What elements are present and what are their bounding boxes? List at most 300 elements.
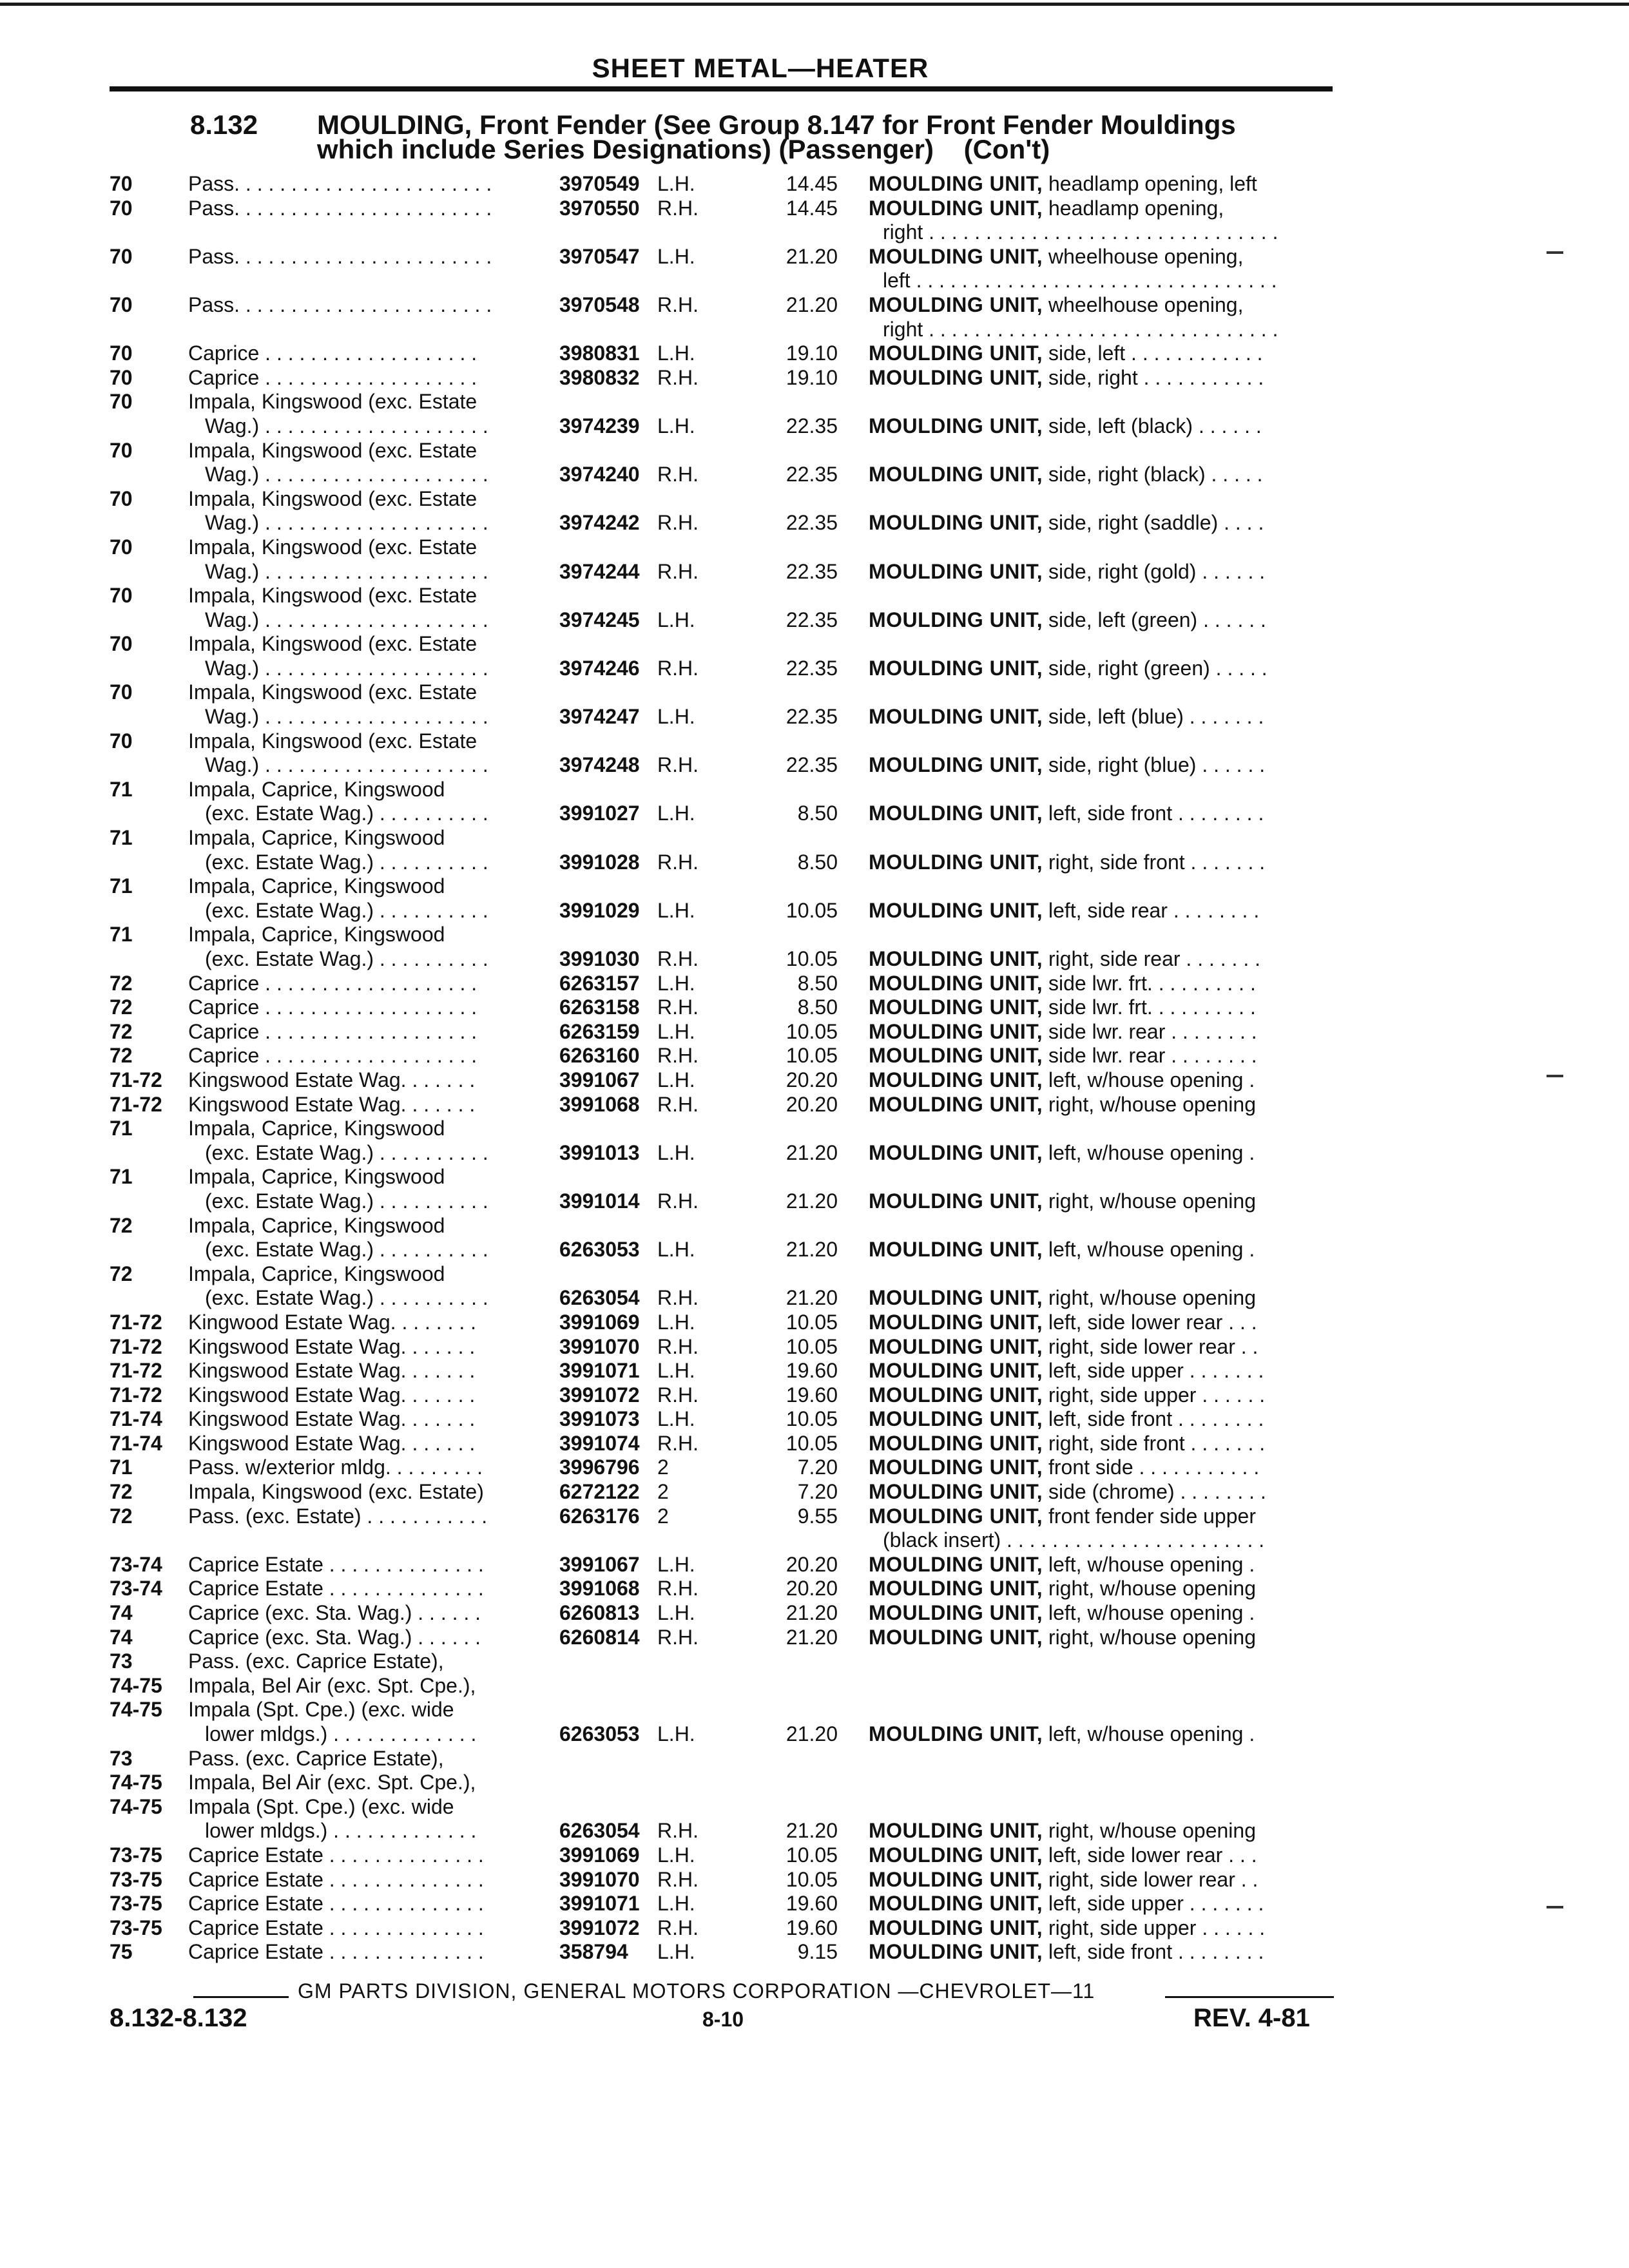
price-cell: 9.55 <box>797 1504 838 1528</box>
part-number-cell: 3991030 <box>559 947 640 970</box>
description-text: left, side lower rear . . . <box>1043 1843 1257 1867</box>
table-row <box>0 414 1629 439</box>
price-cell: 21.20 <box>786 293 838 316</box>
table-row <box>0 1940 1629 1965</box>
part-number-cell: 3970550 <box>559 196 640 220</box>
description-cell <box>869 802 1334 826</box>
year-cell: 71-74 <box>110 1407 162 1431</box>
price-cell: 7.20 <box>797 1480 838 1504</box>
description-cell <box>883 1528 1334 1553</box>
model-cell: Caprice (exc. Sta. Wag.) . . . . . . <box>188 1601 481 1625</box>
description-text: headlamp opening, <box>1043 196 1224 220</box>
year-cell: 74 <box>110 1601 133 1625</box>
table-row <box>0 318 1629 342</box>
table-row <box>0 1359 1629 1383</box>
side-cell: L.H. <box>657 244 695 268</box>
description-cell <box>869 657 1334 681</box>
description-part-name: MOULDING UNIT, <box>869 365 1043 389</box>
description-part-name: MOULDING UNIT, <box>869 898 1043 922</box>
price-cell: 10.05 <box>786 898 838 922</box>
description-cell <box>869 1577 1334 1601</box>
description-text: left, side upper . . . . . . . <box>1043 1359 1264 1383</box>
model-cell: Wag.) . . . . . . . . . . . . . . . . . . . . <box>205 608 488 631</box>
part-number-cell: 6263159 <box>559 1019 640 1043</box>
table-row <box>0 172 1629 197</box>
table-row <box>0 1456 1629 1480</box>
description-cell <box>869 197 1334 221</box>
description-cell <box>869 366 1334 390</box>
year-cell: 74-75 <box>110 1673 162 1697</box>
description-text: wheelhouse opening, <box>1043 244 1244 268</box>
table-row <box>0 535 1629 560</box>
part-number-cell: 3991029 <box>559 898 640 922</box>
price-cell: 22.35 <box>786 608 838 631</box>
part-number-cell: 3991072 <box>559 1383 640 1407</box>
description-part-name: MOULDING UNIT, <box>869 1892 1043 1916</box>
description-part-name: MOULDING UNIT, <box>869 1867 1043 1891</box>
description-part-name: MOULDING UNIT, <box>869 463 1043 486</box>
model-cell: Pass. . . . . . . . . . . . . . . . . . . . . . . <box>188 244 492 268</box>
description-part-name: MOULDING UNIT, <box>869 1359 1043 1383</box>
price-cell: 10.05 <box>786 1044 838 1068</box>
price-cell: 21.20 <box>786 1722 838 1745</box>
description-cell <box>869 1480 1334 1504</box>
price-cell: 9.15 <box>797 1940 838 1964</box>
table-row <box>0 245 1629 269</box>
description-text: right, side upper . . . . . . <box>1043 1383 1266 1407</box>
footer-page-number: 8-10 <box>702 2008 744 2031</box>
table-row <box>0 608 1629 633</box>
side-cell: R.H. <box>657 1577 699 1600</box>
part-number-cell: 3991068 <box>559 1577 640 1600</box>
year-cell: 70 <box>110 584 133 608</box>
model-cell: Wag.) . . . . . . . . . . . . . . . . . . . . <box>205 414 488 437</box>
description-part-name: MOULDING UNIT, <box>869 971 1043 995</box>
side-cell: L.H. <box>657 172 695 195</box>
table-row <box>0 850 1629 875</box>
description-text: front side . . . . . . . . . . . <box>1043 1456 1260 1479</box>
part-number-cell: 3970547 <box>559 244 640 268</box>
section-number: 8.132 <box>190 110 258 140</box>
model-cell: Caprice Estate . . . . . . . . . . . . . . <box>188 1916 484 1939</box>
description-cell <box>869 1553 1334 1577</box>
table-row <box>0 1722 1629 1747</box>
side-cell: L.H. <box>657 608 695 631</box>
model-cell: Caprice . . . . . . . . . . . . . . . . . . . <box>188 365 477 389</box>
part-number-cell: 6260813 <box>559 1601 640 1625</box>
description-cell <box>869 511 1334 535</box>
table-row <box>0 899 1629 923</box>
part-number-cell: 3980832 <box>559 365 640 389</box>
model-cell: Wag.) . . . . . . . . . . . . . . . . . . . . <box>205 463 488 486</box>
price-cell: 10.05 <box>786 1867 838 1891</box>
table-row <box>0 972 1629 996</box>
description-text: side, right . . . . . . . . . . . <box>1043 365 1264 389</box>
description-text: right, w/house opening <box>1043 1625 1256 1649</box>
top-border-line <box>0 3 1629 6</box>
model-cell: Pass. (exc. Caprice Estate), <box>188 1746 444 1770</box>
table-row <box>0 511 1629 535</box>
year-cell: 71 <box>110 923 133 947</box>
model-cell: Impala, Kingswood (exc. Estate <box>188 680 477 704</box>
model-cell: Impala, Kingswood (exc. Estate <box>188 729 477 753</box>
year-cell: 71 <box>110 1456 133 1479</box>
part-number-cell: 3974247 <box>559 705 640 729</box>
description-text: side, left (black) . . . . . . <box>1043 414 1262 437</box>
table-row <box>0 680 1629 705</box>
description-cell <box>869 1916 1334 1941</box>
table-row <box>0 1117 1629 1141</box>
description-text: (black insert) . . . . . . . . . . . . . . . . . . . . . . . <box>883 1528 1265 1552</box>
description-part-name: MOULDING UNIT, <box>869 1504 1043 1528</box>
description-part-name: MOULDING UNIT, <box>869 1140 1043 1164</box>
description-part-name: MOULDING UNIT, <box>869 1334 1043 1358</box>
price-cell: 19.60 <box>786 1892 838 1916</box>
side-cell: R.H. <box>657 1383 699 1407</box>
description-part-name: MOULDING UNIT, <box>869 1819 1043 1843</box>
price-cell: 20.20 <box>786 1577 838 1600</box>
part-number-cell: 3991074 <box>559 1431 640 1455</box>
side-cell: R.H. <box>657 196 699 220</box>
table-row <box>0 1238 1629 1262</box>
model-cell: Caprice (exc. Sta. Wag.) . . . . . . <box>188 1625 481 1649</box>
part-number-cell: 6263054 <box>559 1819 640 1843</box>
footer-corporation: GM PARTS DIVISION, GENERAL MOTORS CORPORATION —CHEVROLET—11 <box>298 1979 1095 2003</box>
table-row <box>0 1262 1629 1287</box>
price-cell: 19.60 <box>786 1383 838 1407</box>
year-cell: 73-75 <box>110 1892 162 1916</box>
price-cell: 22.35 <box>786 463 838 486</box>
model-cell: Kingswood Estate Wag. . . . . . . <box>188 1068 476 1091</box>
side-cell: R.H. <box>657 1334 699 1358</box>
model-cell: Kingwood Estate Wag. . . . . . . . <box>188 1310 477 1334</box>
price-cell: 22.35 <box>786 414 838 437</box>
description-text: right, w/house opening <box>1043 1189 1256 1213</box>
description-part-name: MOULDING UNIT, <box>869 656 1043 680</box>
description-cell <box>869 463 1334 487</box>
description-text: side lwr. frt. . . . . . . . . . <box>1043 995 1256 1019</box>
price-cell: 10.05 <box>786 1843 838 1867</box>
description-cell <box>869 1359 1334 1383</box>
description-cell <box>869 1504 1334 1529</box>
table-row <box>0 1819 1629 1843</box>
year-cell: 70 <box>110 535 133 559</box>
description-cell <box>869 753 1334 778</box>
description-part-name: MOULDING UNIT, <box>869 244 1043 268</box>
price-cell: 10.05 <box>786 1334 838 1358</box>
description-cell <box>869 1093 1334 1117</box>
description-cell <box>869 705 1334 729</box>
part-number-cell: 3991013 <box>559 1140 640 1164</box>
side-cell: R.H. <box>657 559 699 583</box>
table-row <box>0 1141 1629 1166</box>
side-cell: L.H. <box>657 1601 695 1625</box>
model-cell: (exc. Estate Wag.) . . . . . . . . . . <box>205 1189 488 1213</box>
table-row <box>0 1916 1629 1941</box>
side-cell: L.H. <box>657 1843 695 1867</box>
model-cell: Impala, Caprice, Kingswood <box>188 1117 445 1140</box>
part-number-cell: 358794 <box>559 1940 628 1964</box>
side-cell: L.H. <box>657 1892 695 1916</box>
model-cell: (exc. Estate Wag.) . . . . . . . . . . <box>205 947 488 970</box>
table-row <box>0 1093 1629 1117</box>
side-cell: R.H. <box>657 463 699 486</box>
side-cell: R.H. <box>657 995 699 1019</box>
price-cell: 19.10 <box>786 365 838 389</box>
description-part-name: MOULDING UNIT, <box>869 1940 1043 1964</box>
table-row <box>0 1771 1629 1795</box>
description-text: side, left (green) . . . . . . <box>1043 608 1266 631</box>
price-cell: 7.20 <box>797 1456 838 1479</box>
footer-section-range: 8.132-8.132 <box>110 2004 247 2032</box>
table-row <box>0 1843 1629 1868</box>
table-row <box>0 874 1629 899</box>
table-row <box>0 1553 1629 1577</box>
part-number-cell: 3974239 <box>559 414 640 437</box>
model-cell: Caprice . . . . . . . . . . . . . . . . . . . <box>188 341 477 365</box>
year-cell: 70 <box>110 486 133 510</box>
price-cell: 14.45 <box>786 172 838 195</box>
description-part-name: MOULDING UNIT, <box>869 1310 1043 1334</box>
table-row <box>0 923 1629 947</box>
description-cell <box>869 1238 1334 1262</box>
side-cell: R.H. <box>657 1431 699 1455</box>
year-cell: 70 <box>110 680 133 704</box>
model-cell: Caprice Estate . . . . . . . . . . . . . . <box>188 1552 484 1576</box>
price-cell: 10.05 <box>786 1407 838 1431</box>
description-cell <box>869 414 1334 439</box>
part-number-cell: 3991014 <box>559 1189 640 1213</box>
price-cell: 10.05 <box>786 1019 838 1043</box>
table-row <box>0 802 1629 826</box>
description-cell <box>869 1020 1334 1044</box>
year-cell: 70 <box>110 341 133 365</box>
part-number-cell: 3991071 <box>559 1359 640 1383</box>
side-cell: L.H. <box>657 1722 695 1745</box>
year-cell: 73-75 <box>110 1916 162 1939</box>
model-cell: Caprice . . . . . . . . . . . . . . . . . . . <box>188 1019 477 1043</box>
description-part-name: MOULDING UNIT, <box>869 1480 1043 1504</box>
table-row <box>0 1335 1629 1360</box>
side-cell: L.H. <box>657 1310 695 1334</box>
price-cell: 8.50 <box>797 971 838 995</box>
model-cell: Caprice . . . . . . . . . . . . . . . . . . . <box>188 971 477 995</box>
description-text: right, side lower rear . . <box>1043 1867 1258 1891</box>
side-cell: 2 <box>657 1456 669 1479</box>
side-cell: 2 <box>657 1480 669 1504</box>
description-text: side lwr. frt. . . . . . . . . . <box>1043 971 1256 995</box>
description-part-name: MOULDING UNIT, <box>869 172 1043 195</box>
model-cell: (exc. Estate Wag.) . . . . . . . . . . <box>205 802 488 825</box>
side-cell: R.H. <box>657 1867 699 1891</box>
price-cell: 22.35 <box>786 656 838 680</box>
description-text: side lwr. rear . . . . . . . . <box>1043 1019 1257 1043</box>
table-row <box>0 1189 1629 1214</box>
description-part-name: MOULDING UNIT, <box>869 511 1043 535</box>
model-cell: Caprice Estate . . . . . . . . . . . . . . <box>188 1577 484 1600</box>
year-cell: 71 <box>110 826 133 850</box>
year-cell: 73-75 <box>110 1843 162 1867</box>
description-text: left, side front . . . . . . . . <box>1043 1407 1264 1431</box>
margin-mark <box>1547 1906 1563 1908</box>
description-cell <box>869 1068 1334 1093</box>
model-cell: Impala, Kingswood (exc. Estate <box>188 438 477 462</box>
description-cell <box>869 1335 1334 1360</box>
description-text: left, w/house opening . <box>1043 1601 1255 1625</box>
model-cell: Pass. (exc. Estate) . . . . . . . . . . . <box>188 1504 488 1528</box>
price-cell: 22.35 <box>786 753 838 777</box>
description-part-name: MOULDING UNIT, <box>869 1601 1043 1625</box>
description-part-name: MOULDING UNIT, <box>869 1625 1043 1649</box>
year-cell: 73 <box>110 1649 133 1673</box>
side-cell: R.H. <box>657 1625 699 1649</box>
description-cell <box>869 245 1334 269</box>
model-cell: Impala, Caprice, Kingswood <box>188 1165 445 1189</box>
table-row <box>0 1649 1629 1674</box>
year-cell: 71-72 <box>110 1092 162 1116</box>
table-row <box>0 705 1629 729</box>
description-text: left, w/house opening . <box>1043 1722 1255 1745</box>
side-cell: L.H. <box>657 1019 695 1043</box>
description-cell <box>869 1843 1334 1868</box>
side-cell: R.H. <box>657 293 699 316</box>
description-cell <box>869 1626 1334 1650</box>
margin-mark <box>1547 1075 1563 1077</box>
description-part-name: MOULDING UNIT, <box>869 1456 1043 1479</box>
side-cell: L.H. <box>657 414 695 437</box>
part-number-cell: 3974246 <box>559 656 640 680</box>
table-row <box>0 1892 1629 1916</box>
model-cell: Pass. . . . . . . . . . . . . . . . . . . . . . . <box>188 196 492 220</box>
table-row <box>0 1214 1629 1238</box>
part-number-cell: 3991070 <box>559 1334 640 1358</box>
table-row <box>0 220 1629 245</box>
price-cell: 10.05 <box>786 947 838 970</box>
price-cell: 10.05 <box>786 1431 838 1455</box>
description-text: headlamp opening, left <box>1043 172 1257 195</box>
price-cell: 19.60 <box>786 1916 838 1939</box>
year-cell: 73-75 <box>110 1867 162 1891</box>
description-cell <box>869 1432 1334 1456</box>
side-cell: R.H. <box>657 1044 699 1068</box>
year-cell: 72 <box>110 971 133 995</box>
table-row <box>0 1044 1629 1068</box>
year-cell: 72 <box>110 1480 133 1504</box>
part-number-cell: 3970549 <box>559 172 640 195</box>
part-number-cell: 6263160 <box>559 1044 640 1068</box>
footer-revision: REV. 4-81 <box>1193 2004 1310 2032</box>
description-part-name: MOULDING UNIT, <box>869 414 1043 437</box>
description-text: right . . . . . . . . . . . . . . . . . . . . . . . . . . . . . . . <box>883 220 1278 244</box>
description-text: left, side front . . . . . . . . <box>1043 1940 1264 1964</box>
model-cell: Impala, Kingswood (exc. Estate <box>188 390 477 414</box>
table-row <box>0 1068 1629 1093</box>
side-cell: R.H. <box>657 511 699 535</box>
description-cell <box>869 1940 1334 1965</box>
part-number-cell: 3991027 <box>559 802 640 825</box>
model-cell: Caprice Estate . . . . . . . . . . . . . . <box>188 1892 484 1916</box>
table-row <box>0 1165 1629 1189</box>
description-cell <box>869 947 1334 972</box>
description-text: side, right (saddle) . . . . <box>1043 511 1264 535</box>
year-cell: 73 <box>110 1746 133 1770</box>
description-part-name: MOULDING UNIT, <box>869 341 1043 365</box>
description-text: side, right (blue) . . . . . . <box>1043 753 1266 777</box>
price-cell: 20.20 <box>786 1092 838 1116</box>
description-part-name: MOULDING UNIT, <box>869 1092 1043 1116</box>
part-number-cell: 3974242 <box>559 511 640 535</box>
part-number-cell: 3980831 <box>559 341 640 365</box>
model-cell: Impala, Bel Air (exc. Spt. Cpe.), <box>188 1673 476 1697</box>
footer-rule-left <box>193 1996 289 1998</box>
table-row <box>0 729 1629 754</box>
table-row <box>0 1674 1629 1698</box>
table-row <box>0 293 1629 318</box>
header-rule <box>110 86 1333 91</box>
price-cell: 21.20 <box>786 244 838 268</box>
table-row <box>0 753 1629 778</box>
description-text: front fender side upper <box>1043 1504 1256 1528</box>
model-cell: Impala, Caprice, Kingswood <box>188 826 445 850</box>
description-text: right, side rear . . . . . . . <box>1043 947 1260 970</box>
year-cell: 71-72 <box>110 1359 162 1383</box>
price-cell: 14.45 <box>786 196 838 220</box>
model-cell: Impala, Kingswood (exc. Estate) <box>188 1480 484 1504</box>
description-cell <box>869 1407 1334 1432</box>
side-cell: L.H. <box>657 1940 695 1964</box>
table-row <box>0 1577 1629 1601</box>
model-cell: Wag.) . . . . . . . . . . . . . . . . . . . . <box>205 559 488 583</box>
table-row <box>0 947 1629 972</box>
description-text: right . . . . . . . . . . . . . . . . . . . . . . . . . . . . . . . <box>883 317 1278 341</box>
side-cell: L.H. <box>657 1407 695 1431</box>
margin-mark <box>1547 251 1563 254</box>
model-cell: (exc. Estate Wag.) . . . . . . . . . . <box>205 1286 488 1310</box>
table-row <box>0 1747 1629 1771</box>
price-cell: 21.20 <box>786 1286 838 1310</box>
description-part-name: MOULDING UNIT, <box>869 850 1043 874</box>
model-cell: Pass. . . . . . . . . . . . . . . . . . . . . . . <box>188 172 492 195</box>
year-cell: 71 <box>110 874 133 898</box>
description-text: left, w/house opening . <box>1043 1140 1255 1164</box>
description-cell <box>883 318 1334 342</box>
side-cell: L.H. <box>657 1068 695 1091</box>
table-row <box>0 269 1629 293</box>
description-cell <box>869 1311 1334 1335</box>
table-row <box>0 1383 1629 1408</box>
price-cell: 10.05 <box>786 1310 838 1334</box>
model-cell: (exc. Estate Wag.) . . . . . . . . . . <box>205 850 488 874</box>
model-cell: Impala (Spt. Cpe.) (exc. wide <box>188 1698 454 1722</box>
model-cell: Caprice Estate . . . . . . . . . . . . . . <box>188 1843 484 1867</box>
year-cell: 72 <box>110 1213 133 1237</box>
year-cell: 71 <box>110 1165 133 1189</box>
side-cell: R.H. <box>657 1819 699 1843</box>
table-row <box>0 1020 1629 1044</box>
price-cell: 20.20 <box>786 1068 838 1091</box>
description-text: wheelhouse opening, <box>1043 293 1244 316</box>
part-number-cell: 6263054 <box>559 1286 640 1310</box>
part-number-cell: 6263158 <box>559 995 640 1019</box>
description-part-name: MOULDING UNIT, <box>869 753 1043 777</box>
side-cell: R.H. <box>657 1286 699 1310</box>
year-cell: 74-75 <box>110 1698 162 1722</box>
model-cell: Impala, Kingswood (exc. Estate <box>188 535 477 559</box>
price-cell: 8.50 <box>797 802 838 825</box>
model-cell: Kingswood Estate Wag. . . . . . . <box>188 1431 476 1455</box>
price-cell: 22.35 <box>786 559 838 583</box>
year-cell: 73-74 <box>110 1577 162 1600</box>
